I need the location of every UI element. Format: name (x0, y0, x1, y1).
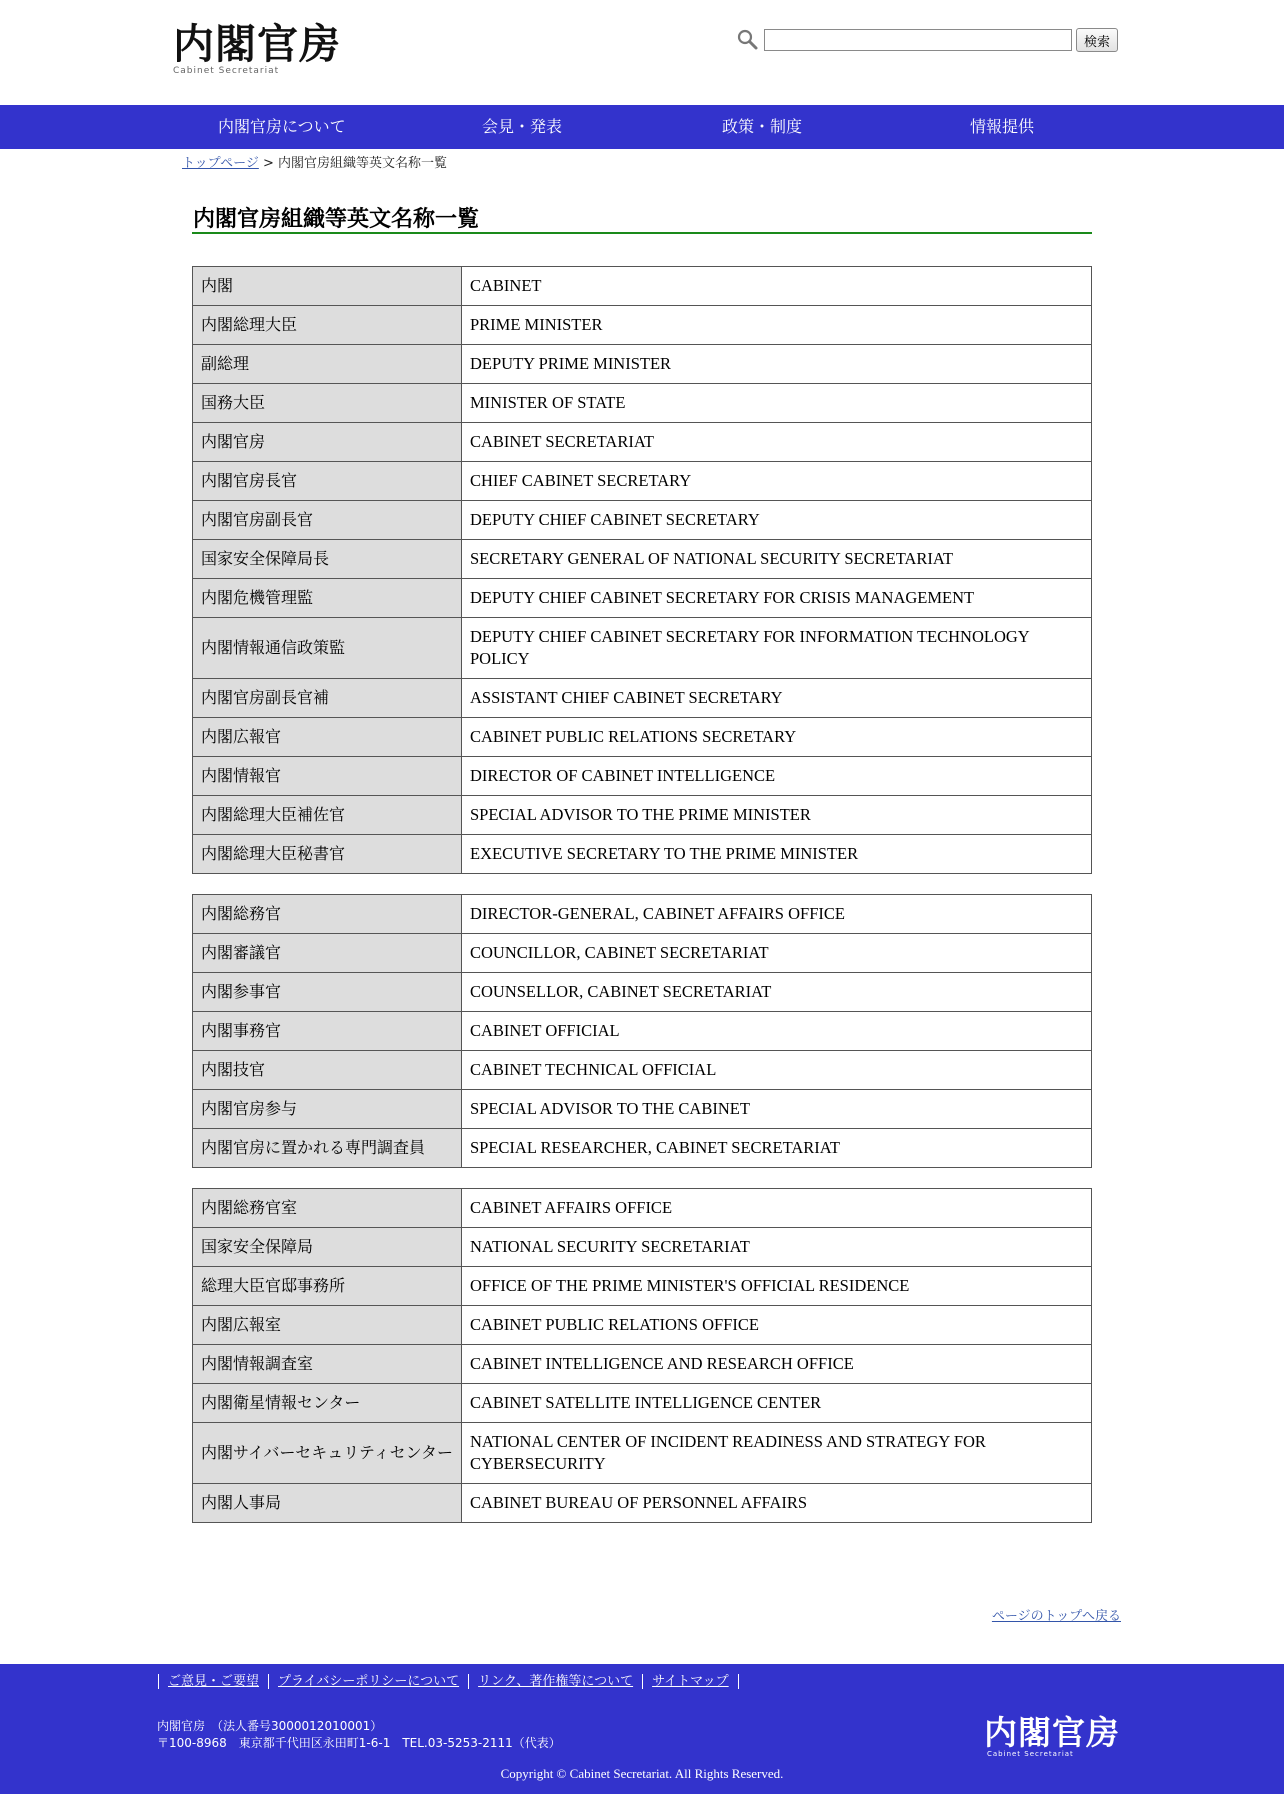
table-row (193, 618, 1092, 679)
japanese-name-cell (193, 501, 462, 540)
english-name-cell (462, 540, 1092, 579)
footer-address-line1: 内閣官房 （法人番号3000012010001） (157, 1719, 383, 1733)
japanese-name-cell (193, 1267, 462, 1306)
table-row (193, 757, 1092, 796)
table-row (193, 835, 1092, 874)
japanese-name: 内閣総務官室 (201, 1198, 298, 1217)
english-name: ASSISTANT CHIEF CABINET SECRETARY (470, 688, 783, 707)
site-footer (0, 1664, 1284, 1794)
japanese-name-cell (193, 423, 462, 462)
japanese-name-cell (193, 973, 462, 1012)
english-name-cell (462, 679, 1092, 718)
japanese-name-cell (193, 1012, 462, 1051)
japanese-name-cell (193, 1090, 462, 1129)
japanese-name-cell (193, 384, 462, 423)
japanese-name: 内閣技官 (201, 1060, 266, 1079)
japanese-name-cell (193, 462, 462, 501)
english-name-cell (462, 895, 1092, 934)
table-row (193, 1090, 1092, 1129)
english-name-cell (462, 1129, 1092, 1168)
english-name: DEPUTY CHIEF CABINET SECRETARY FOR INFORMATION TECHNOLOGY POLICY (470, 627, 1030, 668)
english-name-cell (462, 579, 1092, 618)
japanese-name-cell (193, 934, 462, 973)
table-row (193, 579, 1092, 618)
english-name: SPECIAL RESEARCHER, CABINET SECRETARIAT (470, 1138, 840, 1157)
english-name-cell (462, 934, 1092, 973)
english-name-cell (462, 306, 1092, 345)
english-name: DEPUTY CHIEF CABINET SECRETARY (470, 510, 760, 529)
table-row (193, 796, 1092, 835)
japanese-name-cell (193, 835, 462, 874)
japanese-name-cell (193, 1484, 462, 1523)
japanese-name: 内閣総務官 (201, 904, 282, 923)
japanese-name: 内閣官房副長官補 (201, 688, 330, 707)
japanese-name: 内閣官房に置かれる専門調査員 (201, 1138, 426, 1157)
english-name: DEPUTY CHIEF CABINET SECRETARY FOR CRISIS MANAGEMENT (470, 588, 975, 607)
japanese-name: 内閣人事局 (201, 1493, 282, 1512)
english-name: CABINET TECHNICAL OFFICIAL (470, 1060, 717, 1079)
japanese-name: 内閣事務官 (201, 1021, 282, 1040)
table-row (193, 423, 1092, 462)
japanese-name-cell (193, 1306, 462, 1345)
footer-links (158, 1674, 739, 1689)
english-name-cell (462, 1189, 1092, 1228)
english-name-cell (462, 267, 1092, 306)
table-row (193, 1306, 1092, 1345)
japanese-name: 内閣情報通信政策監 (201, 638, 346, 657)
japanese-name: 内閣総理大臣補佐官 (201, 805, 346, 824)
japanese-name: 総理大臣官邸事務所 (201, 1276, 346, 1295)
english-name-cell (462, 345, 1092, 384)
table-row (193, 895, 1092, 934)
japanese-name: 内閣官房 (201, 432, 266, 451)
footer-link-divider (738, 1674, 739, 1689)
english-name: CABINET SATELLITE INTELLIGENCE CENTER (470, 1393, 822, 1412)
breadcrumb-separator: > (258, 156, 279, 171)
breadcrumb-current: 内閣官房組織等英文名称一覧 (278, 156, 448, 171)
english-name-cell (462, 1306, 1092, 1345)
english-name: CABINET BUREAU OF PERSONNEL AFFAIRS (470, 1493, 808, 1512)
table-row (193, 540, 1092, 579)
nav-item-policy[interactable]: 政策・制度 (722, 117, 803, 136)
japanese-name-cell (193, 540, 462, 579)
table-row (193, 934, 1092, 973)
table-row (193, 1129, 1092, 1168)
english-name: SPECIAL ADVISOR TO THE CABINET (470, 1099, 750, 1118)
footer-copyright: Copyright © Cabinet Secretariat. All Rights Reserved. (500, 1766, 784, 1781)
global-nav (0, 105, 1284, 149)
table-row (193, 306, 1092, 345)
table-row (193, 501, 1092, 540)
english-name: EXECUTIVE SECRETARY TO THE PRIME MINISTER (470, 844, 859, 863)
japanese-name: 内閣情報調査室 (201, 1354, 314, 1373)
english-name: OFFICE OF THE PRIME MINISTER'S OFFICIAL RESIDENCE (470, 1276, 910, 1295)
table-row (193, 1267, 1092, 1306)
english-name: CHIEF CABINET SECRETARY (470, 471, 692, 490)
japanese-name-cell (193, 679, 462, 718)
back-to-top-link[interactable]: ページのトップへ戻る (991, 1609, 1121, 1624)
japanese-name-cell (193, 796, 462, 835)
english-name: NATIONAL SECURITY SECRETARIAT (470, 1237, 750, 1256)
english-name-cell (462, 501, 1092, 540)
english-name-cell (462, 1384, 1092, 1423)
english-name-cell (462, 1423, 1092, 1484)
table-row (193, 679, 1092, 718)
table-row (193, 1484, 1092, 1523)
english-name-cell (462, 1484, 1092, 1523)
table-row (193, 718, 1092, 757)
english-name-cell (462, 973, 1092, 1012)
nav-item-about[interactable]: 内閣官房について (218, 117, 346, 136)
breadcrumb-home-link[interactable]: トップページ (182, 156, 259, 171)
japanese-name: 内閣官房長官 (201, 471, 298, 490)
english-name-cell (462, 1228, 1092, 1267)
english-name: SPECIAL ADVISOR TO THE PRIME MINISTER (470, 805, 811, 824)
english-name-cell (462, 384, 1092, 423)
japanese-name: 内閣広報官 (201, 727, 282, 746)
search-input[interactable] (764, 29, 1072, 51)
japanese-name: 内閣審議官 (201, 943, 282, 962)
japanese-name-cell (193, 618, 462, 679)
japanese-name: 内閣総理大臣秘書官 (201, 844, 346, 863)
japanese-name-cell (193, 757, 462, 796)
footer-logo-subtitle: Cabinet Secretariat (987, 1750, 1074, 1758)
table-row (193, 462, 1092, 501)
japanese-name: 副総理 (201, 354, 250, 373)
table-row (193, 384, 1092, 423)
english-name-cell (462, 1267, 1092, 1306)
japanese-name-cell (193, 1423, 462, 1484)
site-logo[interactable] (173, 22, 343, 78)
english-name: CABINET (470, 276, 542, 295)
english-name-cell (462, 718, 1092, 757)
japanese-name-cell (193, 1189, 462, 1228)
japanese-name: 内閣サイバーセキュリティセンター (201, 1443, 454, 1462)
footer-link-sitemap[interactable]: サイトマップ (642, 1674, 738, 1689)
names-table-staff (192, 894, 1092, 1168)
footer-address (157, 1718, 561, 1752)
english-name: COUNCILLOR, CABINET SECRETARIAT (470, 943, 769, 962)
table-row (193, 1345, 1092, 1384)
footer-link-privacy[interactable]: プライバシーポリシーについて (268, 1674, 468, 1689)
japanese-name-cell (193, 579, 462, 618)
english-name-cell (462, 835, 1092, 874)
japanese-name-cell (193, 1345, 462, 1384)
english-name: CABINET PUBLIC RELATIONS OFFICE (470, 1315, 759, 1334)
page-title: 内閣官房組織等英文名称一覧 (192, 202, 1092, 234)
footer-logo (984, 1713, 1124, 1758)
japanese-name-cell (193, 306, 462, 345)
japanese-name: 内閣官房副長官 (201, 510, 314, 529)
english-name: CABINET AFFAIRS OFFICE (470, 1198, 673, 1217)
japanese-name-cell (193, 1228, 462, 1267)
japanese-name: 内閣参事官 (201, 982, 282, 1001)
english-name-cell (462, 1051, 1092, 1090)
english-name: SECRETARY GENERAL OF NATIONAL SECURITY SECRETARIAT (470, 549, 954, 568)
japanese-name-cell (193, 1051, 462, 1090)
english-name: CABINET PUBLIC RELATIONS SECRETARY (470, 727, 797, 746)
english-name: CABINET SECRETARIAT (470, 432, 655, 451)
footer-logo-text: 内閣官房 (984, 1713, 1120, 1752)
search-button[interactable]: 検索 (1076, 28, 1118, 52)
japanese-name: 内閣衛星情報センター (201, 1393, 361, 1412)
breadcrumb (182, 152, 447, 171)
japanese-name-cell (193, 345, 462, 384)
table-row (193, 1051, 1092, 1090)
nav-item-information[interactable]: 情報提供 (970, 117, 1035, 136)
english-name: COUNSELLOR, CABINET SECRETARIAT (470, 982, 772, 1001)
english-name-cell (462, 423, 1092, 462)
japanese-name: 内閣総理大臣 (201, 315, 298, 334)
english-name: CABINET INTELLIGENCE AND RESEARCH OFFICE (470, 1354, 854, 1373)
footer-link-copyright[interactable]: リンク、著作権等について (468, 1674, 642, 1689)
japanese-name: 内閣 (201, 276, 234, 295)
english-name-cell (462, 757, 1092, 796)
logo-text: 内閣官房 (173, 20, 341, 68)
japanese-name: 国家安全保障局 (201, 1237, 314, 1256)
table-row (193, 1012, 1092, 1051)
table-row (193, 345, 1092, 384)
logo-subtitle: Cabinet Secretariat (173, 66, 280, 76)
english-name-cell (462, 462, 1092, 501)
english-name: NATIONAL CENTER OF INCIDENT READINESS AND STRATEGY FOR CYBERSECURITY (470, 1432, 986, 1473)
search-icon (736, 28, 760, 52)
footer-address-line2: 〒100-8968 東京都千代田区永田町1-6-1 TEL.03-5253-2111（代表） (157, 1736, 561, 1750)
japanese-name: 国家安全保障局長 (201, 549, 330, 568)
table-row (193, 1189, 1092, 1228)
english-name: DIRECTOR-GENERAL, CABINET AFFAIRS OFFICE (470, 904, 845, 923)
english-name-cell (462, 796, 1092, 835)
table-row (193, 1423, 1092, 1484)
english-name: DIRECTOR OF CABINET INTELLIGENCE (470, 766, 776, 785)
english-name-cell (462, 1090, 1092, 1129)
table-row (193, 267, 1092, 306)
search-box (736, 27, 1118, 53)
names-table-offices (192, 1188, 1092, 1523)
english-name: MINISTER OF STATE (470, 393, 626, 412)
japanese-name-cell (193, 1384, 462, 1423)
japanese-name-cell (193, 267, 462, 306)
japanese-name: 内閣広報室 (201, 1315, 282, 1334)
site-header (0, 0, 1284, 105)
footer-link-feedback[interactable]: ご意見・ご要望 (158, 1674, 268, 1689)
japanese-name-cell (193, 1129, 462, 1168)
english-name: DEPUTY PRIME MINISTER (470, 354, 672, 373)
english-name-cell (462, 1012, 1092, 1051)
table-row (193, 973, 1092, 1012)
japanese-name: 内閣官房参与 (201, 1099, 298, 1118)
japanese-name-cell (193, 895, 462, 934)
table-row (193, 1228, 1092, 1267)
english-name: PRIME MINISTER (470, 315, 603, 334)
english-name-cell (462, 1345, 1092, 1384)
japanese-name: 内閣危機管理監 (201, 588, 314, 607)
names-table-officials (192, 266, 1092, 874)
japanese-name: 内閣情報官 (201, 766, 282, 785)
japanese-name: 国務大臣 (201, 393, 266, 412)
english-name-cell (462, 618, 1092, 679)
english-name: CABINET OFFICIAL (470, 1021, 620, 1040)
japanese-name-cell (193, 718, 462, 757)
table-row (193, 1384, 1092, 1423)
nav-item-press[interactable]: 会見・発表 (482, 117, 563, 136)
